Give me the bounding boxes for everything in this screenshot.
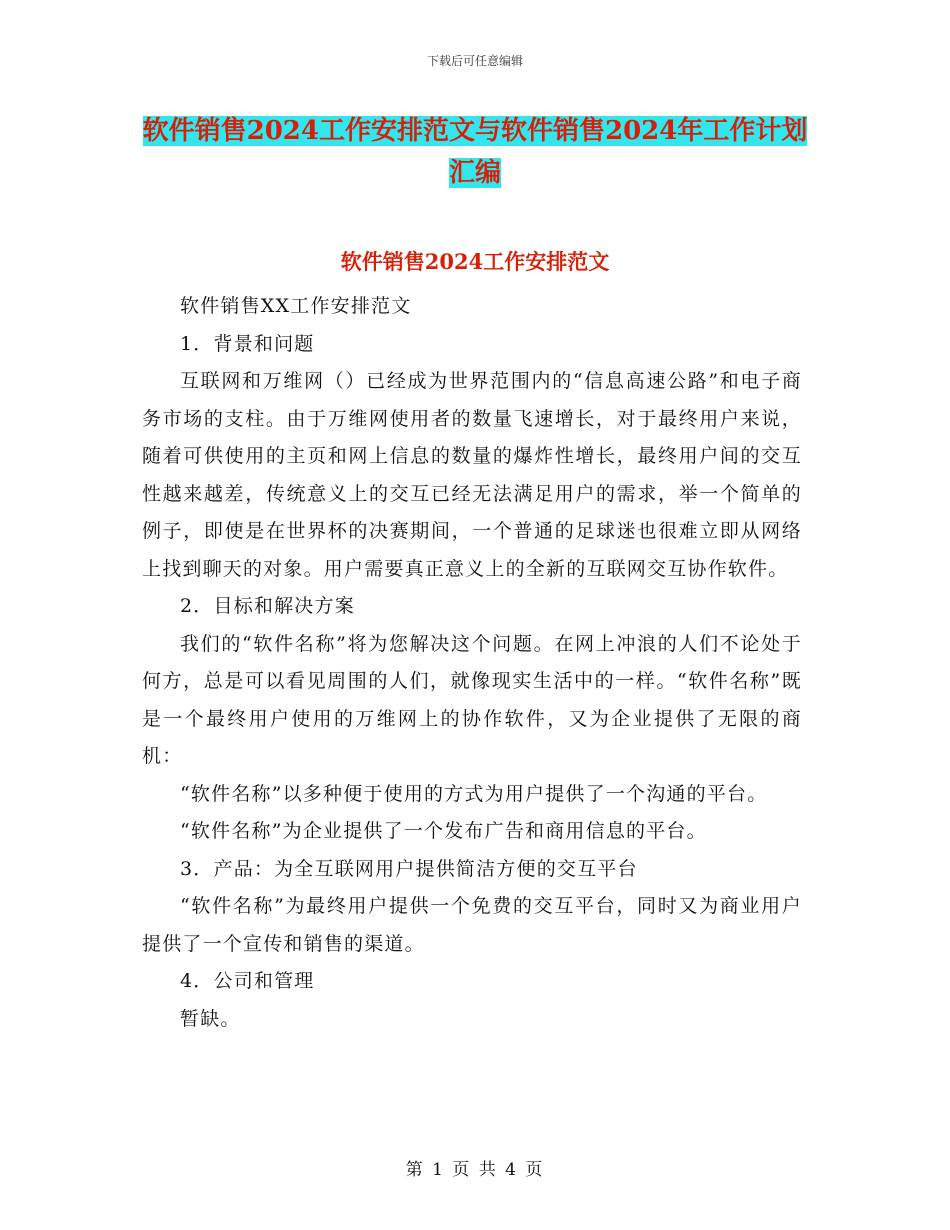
page-number: 第 1 页 共 4 页	[405, 1160, 545, 1180]
document-title	[140, 110, 810, 194]
heading-background: 1．背景和问题	[180, 332, 315, 355]
heading-product: 3．产品：为全互联网用户提供简洁方便的交互平台	[180, 857, 638, 880]
paragraph-product: “软件名称”为最终用户提供一个免费的交互平台，同时又为商业用户提供了一个宣传和销售的渠道。	[142, 895, 802, 955]
section-title: 软件销售2024工作安排范文	[340, 249, 610, 274]
paragraph-background: 互联网和万维网（）已经成为世界范围内的“信息高速公路”和电子商务市场的支柱。由于万维网使用者的数量飞速增长，对于最终用户来说，随着可供使用的主页和网上信息的数量的爆炸性增长，最终用户间的交互性越来越差，传统意义上的交互已经无法满足用户的需求，举一个简单的例子，即使是在世界杯的决赛期间，一个普通的足球迷也很难立即从网络上找到聊天的对象。用户需要真正意义上的全新的互联网交互协作软件。	[142, 370, 802, 580]
paragraph-goals-point-1: “软件名称”以多种便于使用的方式为用户提供了一个沟通的平台。	[180, 782, 768, 805]
heading-company: 4．公司和管理	[180, 970, 315, 992]
header-note: 下载后可任意编辑	[426, 54, 523, 68]
heading-goals: 2．目标和解决方案	[180, 595, 355, 617]
paragraph-intro: 软件销售XX工作安排范文	[180, 295, 412, 317]
paragraph-goals-point-2: “软件名称”为企业提供了一个发布广告和商用信息的平台。	[180, 820, 707, 842]
document-body	[142, 288, 802, 1038]
document-title-text: 软件销售2024工作安排范文与软件销售2024年工作计划汇编	[142, 116, 808, 188]
paragraph-company: 暂缺。	[180, 1007, 241, 1030]
paragraph-goals: 我们的“软件名称”将为您解决这个问题。在网上冲浪的人们不论处于何方，总是可以看见周围的人们，就像现实生活中的一样。“软件名称”既是一个最终用户使用的万维网上的协作软件，又为企业提供了无限的商机：	[142, 632, 802, 767]
